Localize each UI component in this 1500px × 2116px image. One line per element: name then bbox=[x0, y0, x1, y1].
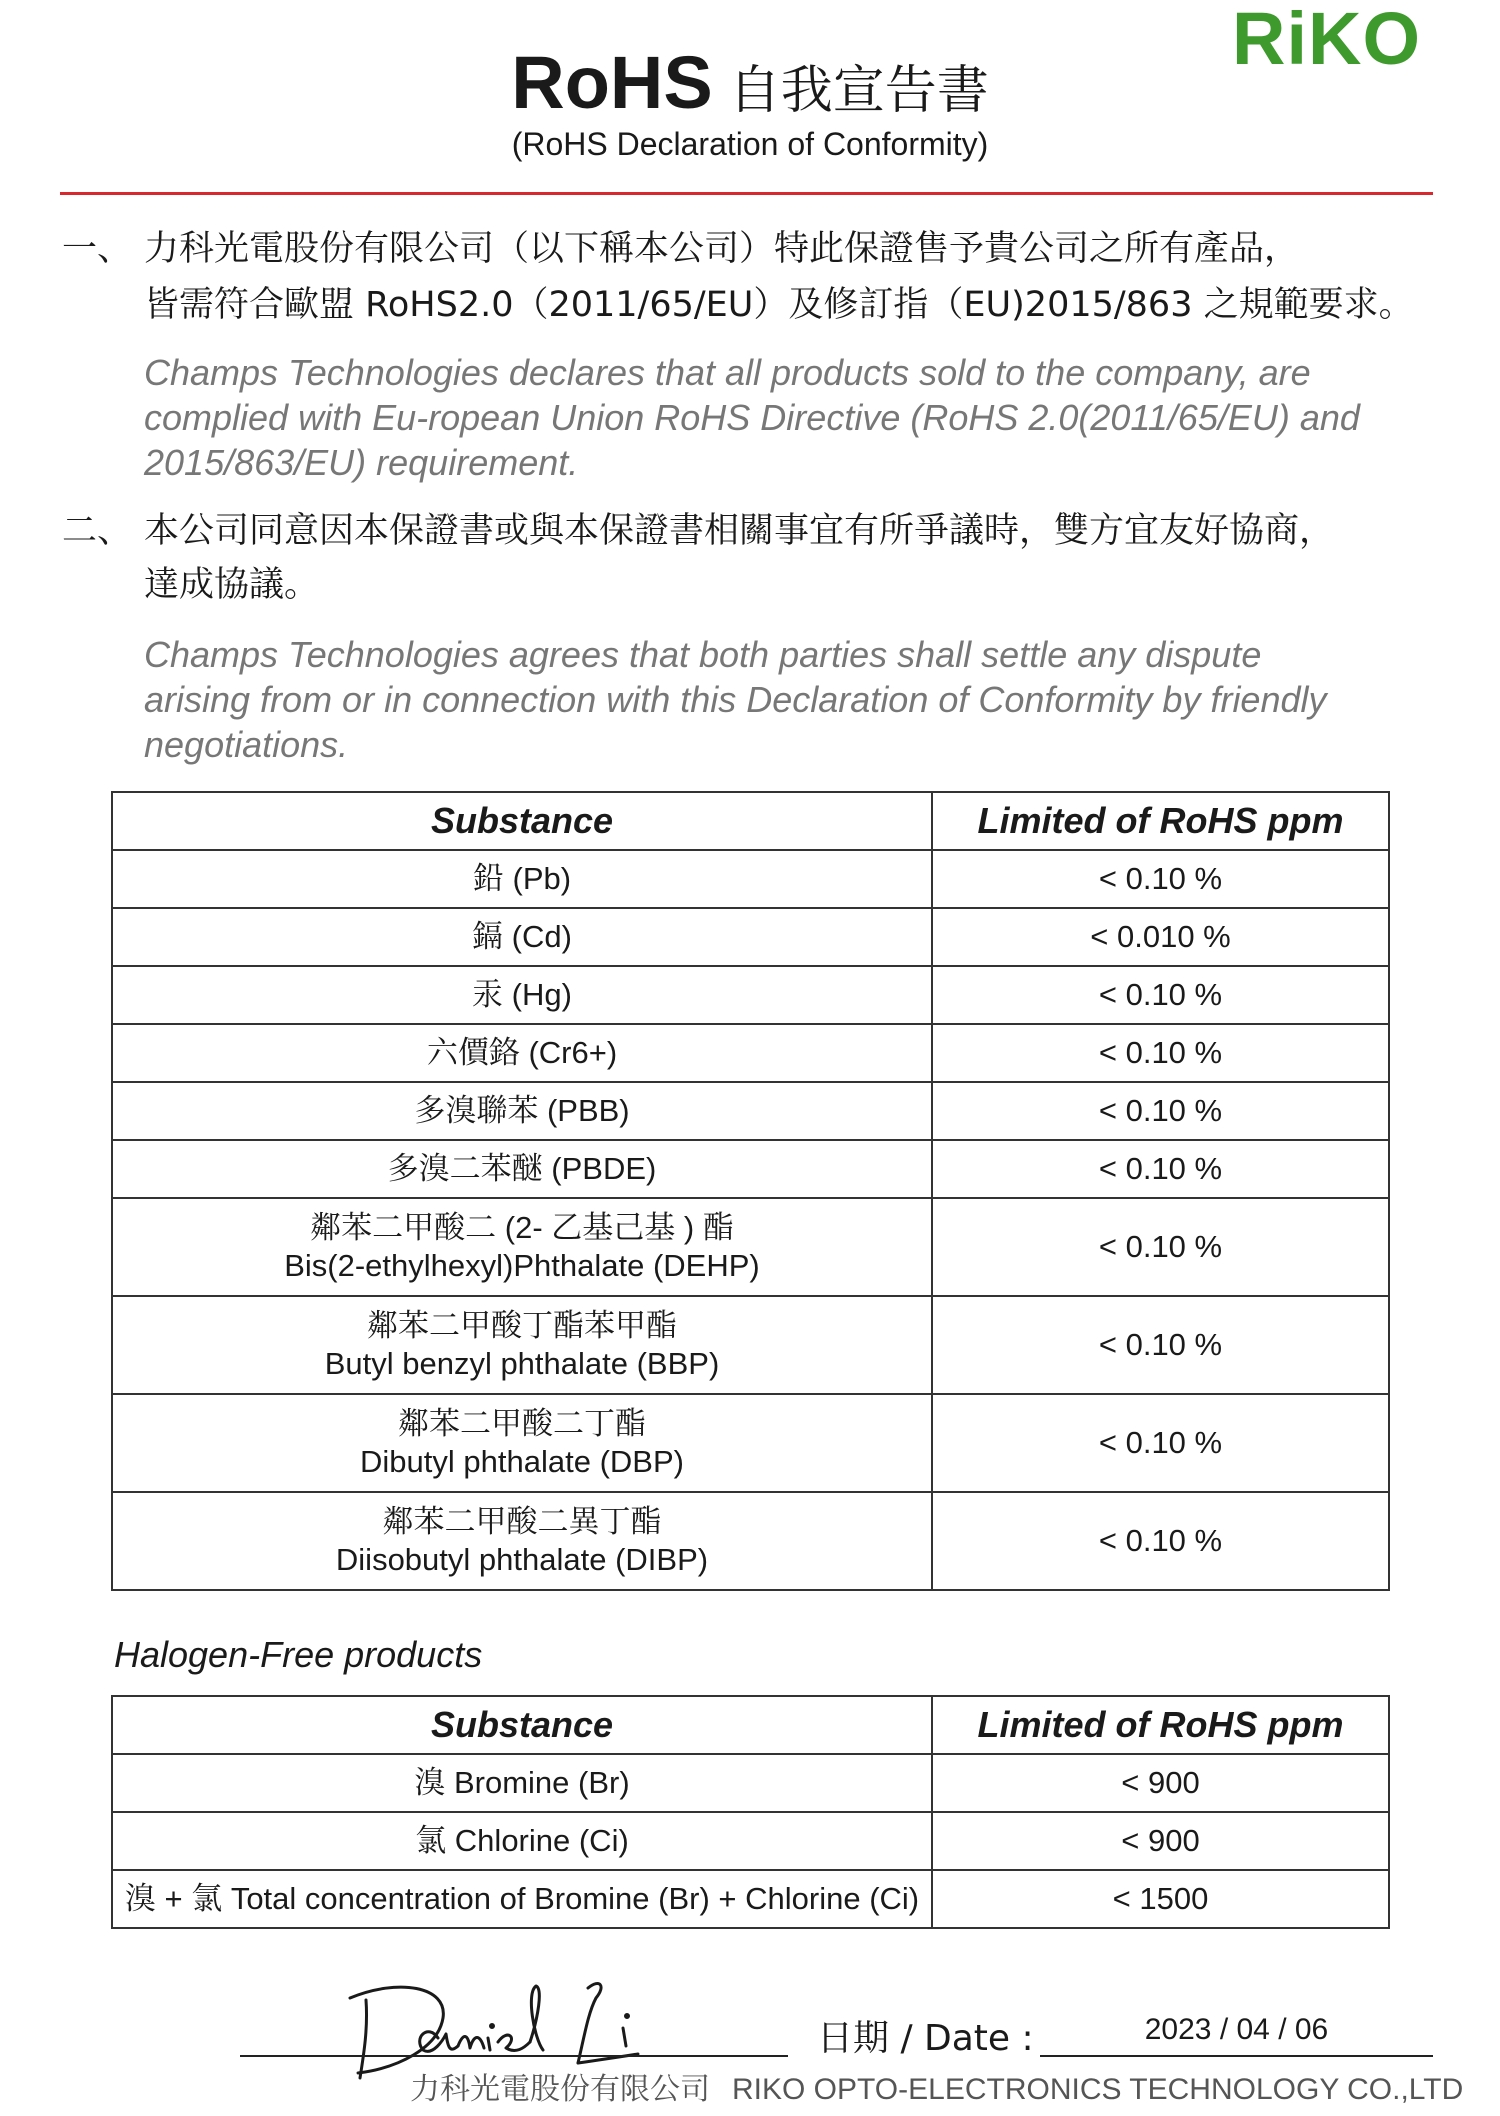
section1-en-line2: complied with Eu-ropean Union RoHS Directive (RoHS 2.0(2011/65/EU) and bbox=[144, 397, 1360, 438]
footer-company-en: RIKO OPTO-ELECTRONICS TECHNOLOGY CO.,LTD bbox=[732, 2073, 1464, 2106]
substance-cell bbox=[112, 1198, 932, 1296]
table-row bbox=[112, 850, 1389, 908]
limit-cell: < 900 bbox=[932, 1754, 1389, 1812]
section1-zh-line2: 皆需符合歐盟 RoHS2.0（2011/65/EU）及修訂指（EU)2015/863 之規範要求。 bbox=[144, 285, 1414, 325]
substance-zh: 鄰苯二甲酸二異丁酯 bbox=[382, 1504, 662, 1539]
header-limit: Limited of RoHS ppm bbox=[932, 1696, 1389, 1754]
table-row bbox=[112, 1024, 1389, 1082]
substance-en: Dibutyl phthalate (DBP) bbox=[360, 1444, 684, 1479]
company-logo: RiKO bbox=[1232, 0, 1421, 80]
section1-zh-line1: 力科光電股份有限公司（以下稱本公司）特此保證售予貴公司之所有產品， bbox=[144, 229, 1300, 269]
header-limit: Limited of RoHS ppm bbox=[932, 792, 1389, 850]
substance-cell: 多溴聯苯 (PBB) bbox=[112, 1082, 932, 1140]
substance-cell: 溴 + 氯 Total concentration of Bromine (Br) + Chlorine (Ci) bbox=[112, 1870, 932, 1928]
substance-cell: 多溴二苯醚 (PBDE) bbox=[112, 1140, 932, 1198]
limit-cell: < 0.10 % bbox=[932, 1082, 1389, 1140]
limit-cell: < 0.10 % bbox=[932, 1140, 1389, 1198]
halogen-free-title: Halogen-Free products bbox=[114, 1634, 483, 1675]
substance-zh: 鄰苯二甲酸丁酯苯甲酯 bbox=[367, 1308, 677, 1343]
substance-zh: 鄰苯二甲酸二 (2- 乙基己基 ) 酯 bbox=[310, 1210, 734, 1245]
substance-cell: 鉛 (Pb) bbox=[112, 850, 932, 908]
table-row bbox=[112, 1198, 1389, 1296]
table-row bbox=[112, 908, 1389, 966]
table-row bbox=[112, 1754, 1389, 1812]
substance-zh: 鄰苯二甲酸二丁酯 bbox=[398, 1406, 646, 1441]
table-header-row bbox=[112, 792, 1389, 850]
title-rohs: RoHS bbox=[511, 41, 713, 124]
section2-zh-line2: 達成協議。 bbox=[144, 565, 320, 605]
section2-en-line1: Champs Technologies agrees that both parties shall settle any dispute bbox=[144, 634, 1262, 675]
substance-en: Butyl benzyl phthalate (BBP) bbox=[324, 1346, 720, 1381]
date-line bbox=[1040, 2055, 1433, 2057]
title-zh: 自我宣告書 bbox=[728, 61, 989, 121]
substance-cell: 氯 Chlorine (Ci) bbox=[112, 1812, 932, 1870]
date-label: 日期 / Date : bbox=[817, 2018, 1034, 2059]
table-row bbox=[112, 1082, 1389, 1140]
limit-cell: < 0.10 % bbox=[932, 966, 1389, 1024]
substance-cell: 溴 Bromine (Br) bbox=[112, 1754, 932, 1812]
page-subtitle: (RoHS Declaration of Conformity) bbox=[511, 126, 989, 162]
section2-en-line3: negotiations. bbox=[144, 724, 349, 765]
substance-en: Diisobutyl phthalate (DIBP) bbox=[335, 1542, 709, 1577]
limit-cell: < 0.010 % bbox=[932, 908, 1389, 966]
table-row bbox=[112, 1394, 1389, 1492]
section1-number: 一、 bbox=[62, 229, 133, 269]
footer-company-zh: 力科光電股份有限公司 bbox=[410, 2072, 710, 2107]
footer-company bbox=[410, 2068, 1464, 2112]
table-header-row bbox=[112, 1696, 1389, 1754]
section2-number: 二、 bbox=[62, 511, 133, 551]
limit-cell: < 0.10 % bbox=[932, 1296, 1389, 1394]
header-substance: Substance bbox=[112, 792, 932, 850]
substance-cell bbox=[112, 1296, 932, 1394]
section1-en-line3: 2015/863/EU) requirement. bbox=[144, 442, 579, 483]
table-row bbox=[112, 1140, 1389, 1198]
substance-cell bbox=[112, 1394, 932, 1492]
substance-cell: 鎘 (Cd) bbox=[112, 908, 932, 966]
limit-cell: < 0.10 % bbox=[932, 1394, 1389, 1492]
signature-line bbox=[240, 2055, 788, 2057]
limit-cell: < 0.10 % bbox=[932, 1198, 1389, 1296]
limit-cell: < 0.10 % bbox=[932, 850, 1389, 908]
limit-cell: < 0.10 % bbox=[932, 1024, 1389, 1082]
table-row bbox=[112, 1492, 1389, 1590]
table-row bbox=[112, 1870, 1389, 1928]
limit-cell: < 1500 bbox=[932, 1870, 1389, 1928]
substance-cell: 六價鉻 (Cr6+) bbox=[112, 1024, 932, 1082]
rohs-substance-table bbox=[111, 791, 1390, 1591]
table-row bbox=[112, 966, 1389, 1024]
limit-cell: < 900 bbox=[932, 1812, 1389, 1870]
section1-en-line1: Champs Technologies declares that all products sold to the company, are bbox=[144, 352, 1311, 393]
halogen-substance-table bbox=[111, 1695, 1390, 1929]
substance-cell: 汞 (Hg) bbox=[112, 966, 932, 1024]
date-value: 2023 / 04 / 06 bbox=[1144, 2013, 1329, 2046]
header-substance: Substance bbox=[112, 1696, 932, 1754]
substance-cell bbox=[112, 1492, 932, 1590]
table-row bbox=[112, 1812, 1389, 1870]
header-divider bbox=[60, 192, 1433, 195]
substance-en: Bis(2-ethylhexyl)Phthalate (DEHP) bbox=[284, 1248, 760, 1283]
limit-cell: < 0.10 % bbox=[932, 1492, 1389, 1590]
section2-en-line2: arising from or in connection with this Declaration of Conformity by friendly bbox=[144, 679, 1327, 720]
table-row bbox=[112, 1296, 1389, 1394]
section2-zh-line1: 本公司同意因本保證書或與本保證書相關事宜有所爭議時，雙方宜友好協商， bbox=[144, 511, 1335, 551]
